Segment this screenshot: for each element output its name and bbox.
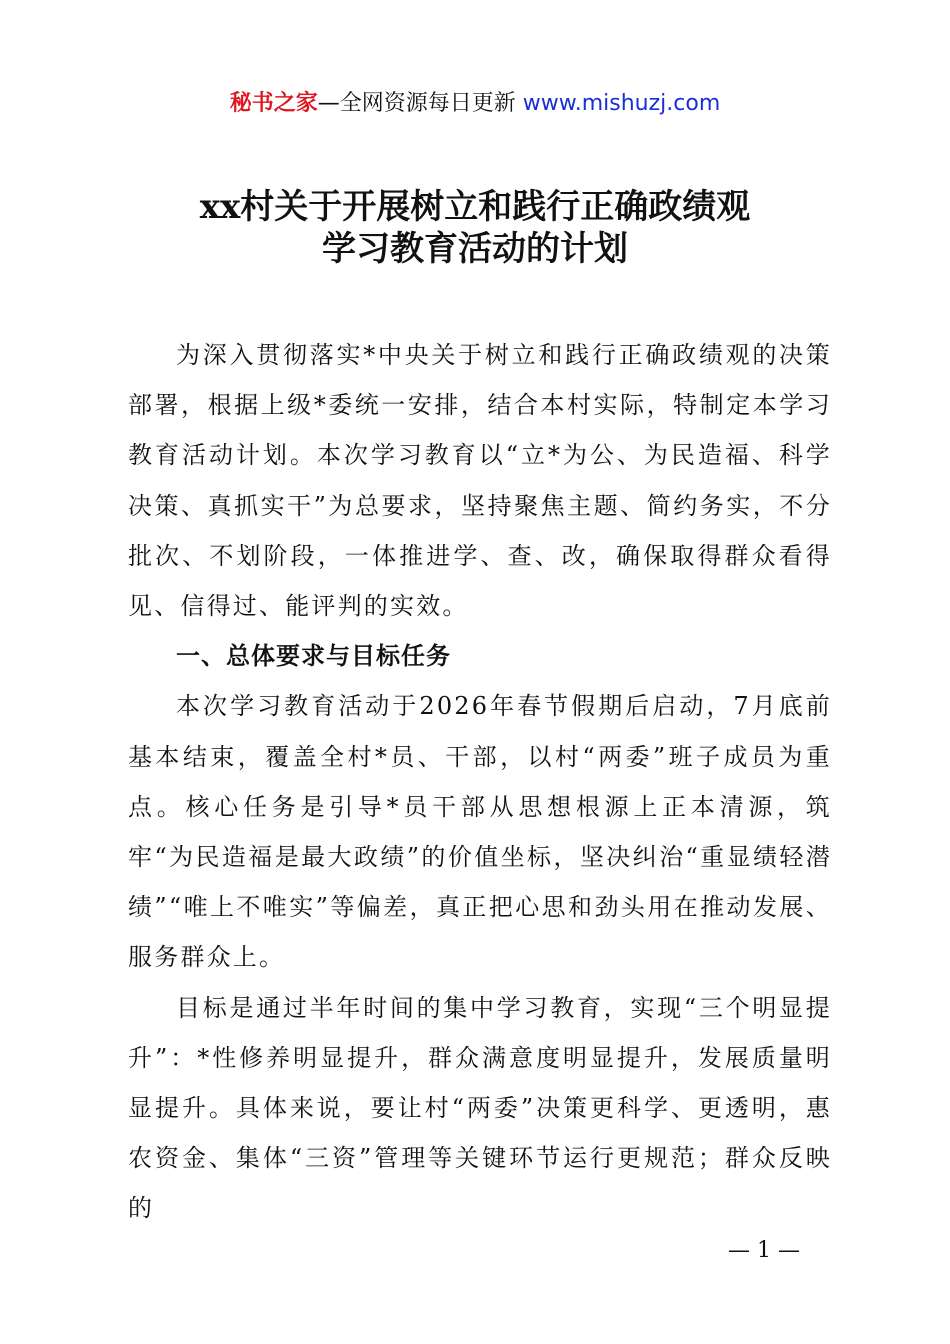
site-brand: 秘书之家: [229, 91, 318, 116]
body-paragraph-3: 目标是通过半年时间的集中学习教育，实现“三个明显提升”：*性修养明显提升，群众满意度明显提升，发展质量明显提升。具体来说，要让村“两委”决策更科学、更透明，惠农资金、集体“三资”管理等关键环节运行更规范；群众反映的: [128, 993, 832, 1223]
document-body: [128, 330, 832, 1234]
document-title-line-1: xx村关于开展树立和践行正确政绩观: [199, 187, 751, 227]
page-number: — 1 —: [728, 1238, 800, 1263]
section-heading-1: 一、总体要求与目标任务: [176, 642, 451, 671]
site-banner: [0, 88, 950, 120]
document-title-line-2: 学习教育活动的计划: [322, 229, 628, 269]
intro-paragraph: 为深入贯彻落实*中央关于树立和践行正确政绩观的决策部署，根据上级*委统一安排，结合本村实际，特制定本学习教育活动计划。本次学习教育以“立*为公、为民造福、科学决策、真抓实干”为总要求，坚持聚焦主题、简约务实，不分批次、不划阶段，一体推进学、查、改，确保取得群众看得见、信得过、能评判的实效。: [128, 341, 832, 621]
site-slogan: —全网资源每日更新: [317, 91, 516, 116]
site-url-link[interactable]: www.mishuzj.com: [522, 91, 721, 116]
document-title: [0, 186, 950, 270]
body-paragraph-2: 本次学习教育活动于2026年春节假期后启动，7月底前基本结束，覆盖全村*员、干部，以村“两委”班子成员为重点。核心任务是引导*员干部从思想根源上正本清源，筑牢“为民造福是最大政绩”的价值坐标，坚决纠治“重显绩轻潜绩”“唯上不唯实”等偏差，真正把心思和劲头用在推动发展、服务群众上。: [128, 692, 832, 972]
